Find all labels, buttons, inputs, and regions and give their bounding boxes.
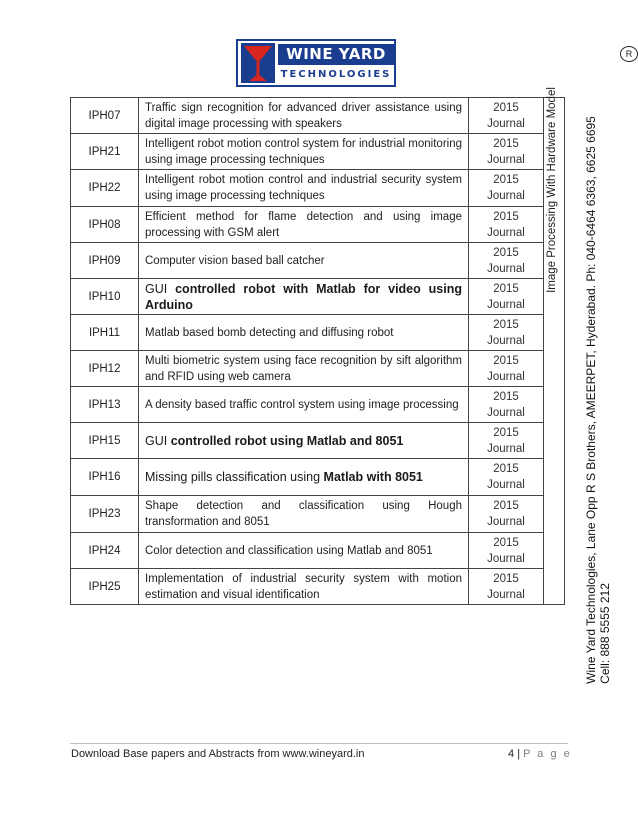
table-row (71, 387, 565, 423)
project-title-bold: controlled robot with Matlab for video using Arduino (145, 281, 462, 312)
project-year: 2015 (493, 137, 519, 150)
project-year: 2015 (493, 210, 519, 223)
project-code: IPH12 (71, 351, 139, 387)
project-year: 2015 (493, 282, 519, 295)
logo-title: WINE YARD (278, 44, 394, 65)
project-title: Traffic sign recognition for advanced driver assistance using digital image processing with speakers (139, 98, 469, 134)
project-year-type (469, 134, 544, 170)
project-year: 2015 (493, 463, 519, 475)
project-year-type (469, 423, 544, 459)
project-type: Journal (487, 153, 525, 166)
registered-mark: R (620, 46, 638, 62)
project-title: Multi biometric system using face recognition by sift algorithm and RFID using web camera (139, 351, 469, 387)
footer-download-text: Download Base papers and Abstracts from www.wineyard.in (71, 748, 365, 760)
project-type: Journal (487, 370, 525, 383)
address-line-1: Wine Yard Technologies, Lane Opp R S Brothers, AMEERPET, Hyderabad. Ph: 040-6464 6363, 6625 6695 (584, 116, 598, 684)
project-code: IPH13 (71, 387, 139, 423)
project-year: 2015 (493, 318, 519, 331)
project-year-type (469, 243, 544, 279)
table-row (71, 243, 565, 279)
table-row (71, 315, 565, 351)
project-title: Efficient method for flame detection and using image processing with GSM alert (139, 207, 469, 243)
project-year-type (469, 533, 544, 569)
project-year-type (469, 315, 544, 351)
project-year: 2015 (493, 572, 519, 585)
project-code: IPH11 (71, 315, 139, 351)
project-year-type (469, 351, 544, 387)
project-title: Shape detection and classification using Hough transformation and 8051 (139, 496, 469, 533)
project-code: IPH24 (71, 533, 139, 569)
project-title: Computer vision based ball catcher (139, 243, 469, 279)
project-title-bold: Matlab with 8051 (323, 470, 423, 484)
address-text (584, 116, 612, 684)
project-type: Journal (487, 588, 525, 601)
project-year: 2015 (493, 101, 519, 114)
project-title-bold: controlled robot using Matlab and 8051 (170, 433, 404, 448)
page-separator: | (517, 748, 521, 760)
project-year: 2015 (493, 500, 519, 512)
project-title-plain: GUI (145, 433, 171, 448)
project-code: IPH16 (71, 459, 139, 496)
project-code: IPH21 (71, 134, 139, 170)
projects-table-body (71, 87, 565, 605)
address-line-2: Cell: 888 5555 212 (598, 583, 612, 684)
footer-page-number (508, 748, 572, 760)
project-title (139, 279, 469, 315)
domain-column (544, 87, 565, 605)
project-year-type (469, 98, 544, 134)
project-type: Journal (487, 298, 525, 311)
domain-label-wrap (542, 87, 562, 604)
project-title (139, 459, 469, 496)
project-type: Journal (487, 334, 525, 347)
page-number: 4 (508, 748, 515, 760)
project-year: 2015 (493, 246, 519, 259)
page-word: P a g e (523, 748, 572, 760)
project-year: 2015 (493, 354, 519, 367)
project-title-plain: GUI (145, 281, 176, 296)
project-code: IPH25 (71, 569, 139, 605)
project-title: A density based traffic control system using image processing (139, 387, 469, 423)
project-year-type (469, 569, 544, 605)
table-row (71, 134, 565, 170)
project-title: Matlab based bomb detecting and diffusing robot (139, 315, 469, 351)
table-row (71, 98, 565, 134)
table-row (71, 279, 565, 315)
project-title: Intelligent robot motion control system for industrial monitoring using image processing techniques (139, 134, 469, 170)
project-code: IPH22 (71, 170, 139, 207)
project-year-type (469, 207, 544, 243)
project-year: 2015 (493, 390, 519, 403)
footer-divider (70, 743, 568, 744)
table-row (71, 423, 565, 459)
wine-glass-logo-icon (241, 43, 275, 83)
projects-table (70, 87, 565, 605)
project-type: Journal (487, 406, 525, 419)
table-row (71, 207, 565, 243)
project-title-plain: Missing pills classification using (145, 470, 324, 484)
project-year-type (469, 459, 544, 496)
table-row (71, 496, 565, 533)
project-year-type (469, 387, 544, 423)
logo-subtitle: TECHNOLOGIES (280, 69, 392, 80)
table-row (71, 459, 565, 496)
project-code: IPH15 (71, 423, 139, 459)
project-code: IPH07 (71, 98, 139, 134)
project-type: Journal (487, 442, 525, 455)
project-title: Intelligent robot motion control and industrial security system using image processing techniques (139, 170, 469, 207)
project-type: Journal (487, 226, 525, 239)
logo-frame (236, 39, 396, 87)
project-year-type (469, 170, 544, 207)
table-row (71, 351, 565, 387)
project-title (139, 423, 469, 459)
project-code: IPH23 (71, 496, 139, 533)
project-type: Journal (487, 117, 525, 130)
project-type: Journal (487, 262, 525, 275)
project-title: Color detection and classification using Matlab and 8051 (139, 533, 469, 569)
table-row (71, 569, 565, 605)
project-type: Journal (487, 516, 525, 528)
project-type: Journal (487, 552, 525, 565)
project-year: 2015 (493, 426, 519, 439)
project-code: IPH10 (71, 279, 139, 315)
project-type: Journal (487, 479, 525, 491)
project-year-type (469, 496, 544, 533)
company-logo (236, 22, 633, 90)
project-code: IPH08 (71, 207, 139, 243)
project-year: 2015 (493, 174, 519, 186)
table-row (71, 170, 565, 207)
table-row (71, 533, 565, 569)
domain-label: Image Processing With Hardware Model (546, 87, 558, 293)
project-title: Implementation of industrial security system with motion estimation and visual identification (139, 569, 469, 605)
project-year: 2015 (493, 536, 519, 549)
project-code: IPH09 (71, 243, 139, 279)
side-address (578, 100, 618, 720)
project-type: Journal (487, 190, 525, 202)
project-year-type (469, 279, 544, 315)
